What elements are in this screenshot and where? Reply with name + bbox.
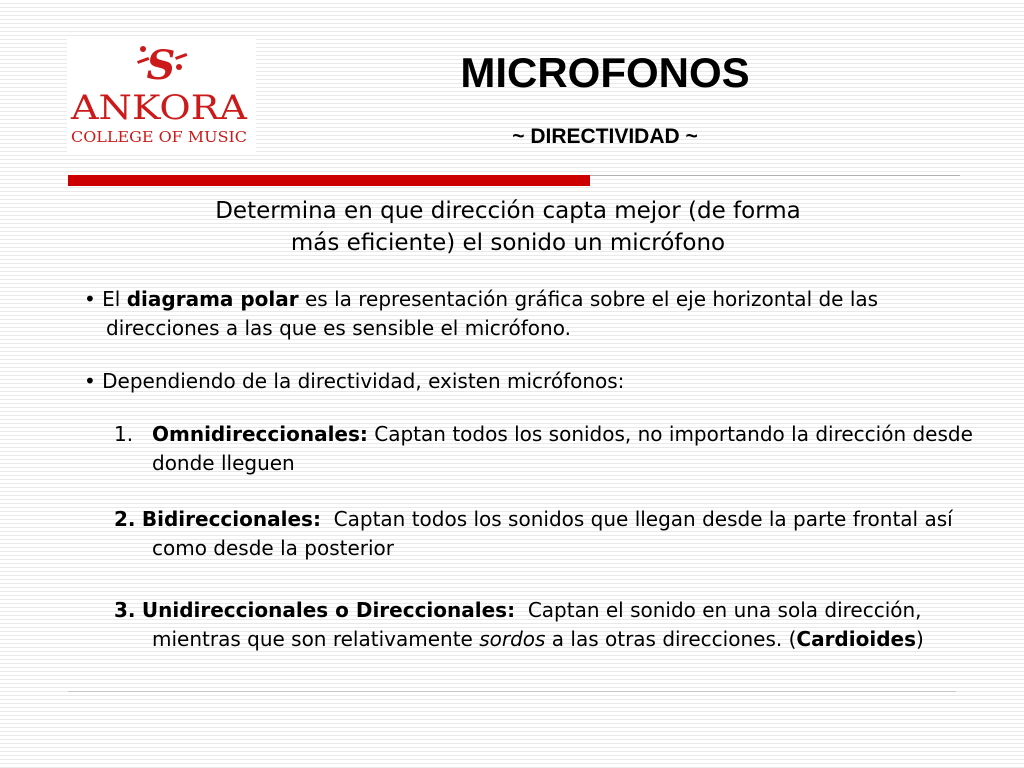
item-number: 2. bbox=[114, 507, 136, 531]
bullet-directivity bbox=[84, 367, 986, 396]
bullet-text-post: es la representación gráfica sobre el eje horizontal de las direcciones a las que es sensible el micrófono. bbox=[106, 287, 879, 340]
footer-divider bbox=[68, 691, 956, 692]
bullet-text: Dependiendo de la directividad, existen micrófonos: bbox=[102, 369, 625, 393]
intro-text bbox=[100, 195, 916, 259]
bullet-text-pre: El bbox=[102, 287, 121, 311]
list-item-omnidirectional bbox=[114, 420, 1012, 478]
title-divider-accent bbox=[68, 175, 590, 186]
intro-line-2: más eficiente) el sonido un micrófono bbox=[290, 230, 726, 256]
ankora-logo bbox=[67, 37, 256, 154]
svg-text:COLLEGE OF MUSIC: COLLEGE OF MUSIC bbox=[71, 128, 247, 146]
bullet-term-polar-diagram: diagrama polar bbox=[126, 287, 299, 311]
svg-text:S: S bbox=[146, 42, 176, 89]
list-item-unidirectional bbox=[114, 596, 1012, 654]
list-item-bidirectional bbox=[114, 505, 1012, 563]
page-title: MICROFONOS bbox=[460, 49, 750, 96]
logo-ornament-icon bbox=[137, 42, 187, 89]
ankora-logo-graphic bbox=[67, 37, 256, 154]
title-divider-line bbox=[590, 175, 960, 176]
item-text-post: ) bbox=[915, 627, 924, 651]
bullet-marker: • bbox=[84, 287, 96, 311]
bullet-marker: • bbox=[84, 369, 96, 393]
item-name: Bidireccionales: bbox=[141, 507, 321, 531]
item-name: Omnidireccionales: bbox=[152, 422, 368, 446]
bullet-polar-diagram bbox=[84, 285, 986, 343]
item-name: Unidireccionales o Direccionales: bbox=[141, 598, 516, 622]
svg-text:ANKORA: ANKORA bbox=[69, 88, 248, 128]
intro-line-1: Determina en que dirección capta mejor (de forma bbox=[215, 198, 801, 224]
item-term-cardioides: Cardioides bbox=[796, 627, 916, 651]
item-emphasis: sordos bbox=[479, 627, 546, 651]
item-text: Captan todos los sonidos, no importando la dirección desde donde lleguen bbox=[152, 422, 973, 475]
item-text: Captan todos los sonidos que llegan desde la parte frontal así como desde la posterior bbox=[152, 507, 953, 560]
item-number: 3. bbox=[114, 598, 136, 622]
item-text-mid: a las otras direcciones. ( bbox=[551, 627, 797, 651]
item-text-pre: Captan el sonido en una sola dirección, mientras que son relativamente bbox=[152, 598, 922, 651]
item-number: 1. bbox=[114, 422, 134, 446]
page-subtitle: ~ DIRECTIVIDAD ~ bbox=[512, 125, 698, 148]
